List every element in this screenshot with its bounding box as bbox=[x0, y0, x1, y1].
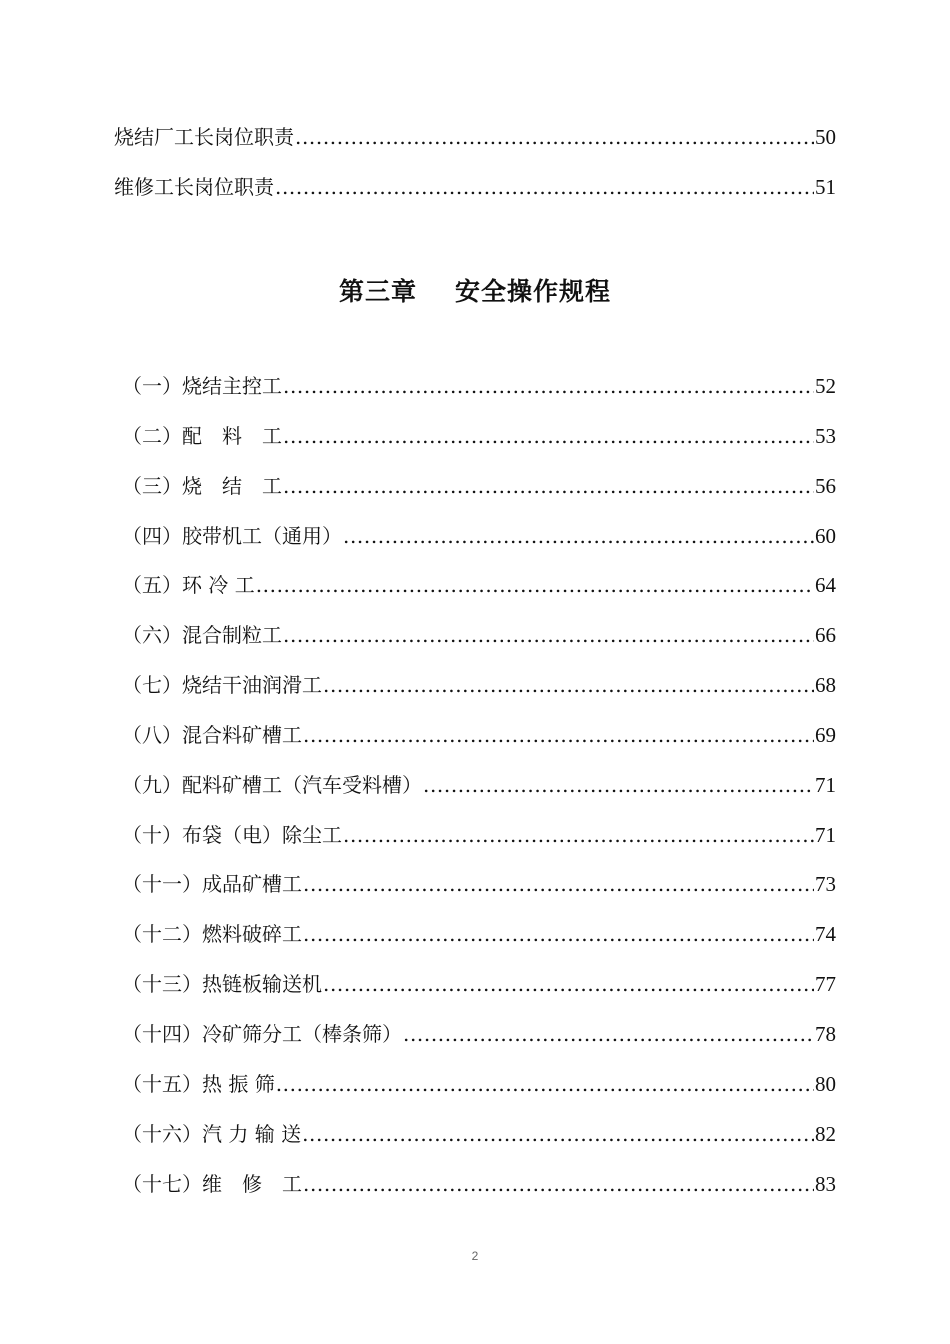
dot-leader bbox=[323, 672, 814, 698]
toc-entry[interactable] bbox=[122, 523, 836, 549]
toc-entry-label: （五）环 冷 工 bbox=[122, 573, 255, 597]
dot-leader bbox=[283, 622, 814, 648]
dot-leader bbox=[302, 1121, 814, 1147]
footer-page-number: 2 bbox=[471, 1249, 479, 1263]
toc-entry-page: 77 bbox=[815, 972, 836, 996]
toc-entry-page: 74 bbox=[815, 922, 836, 946]
dot-leader bbox=[303, 871, 814, 897]
toc-entry-label: 烧结厂工长岗位职责 bbox=[114, 125, 294, 149]
dot-leader bbox=[403, 1021, 814, 1047]
toc-entry[interactable] bbox=[122, 921, 836, 947]
toc-entry-page: 83 bbox=[815, 1172, 836, 1196]
toc-entry-page: 82 bbox=[815, 1122, 836, 1146]
toc-entry[interactable] bbox=[122, 971, 836, 997]
toc-entry-page: 60 bbox=[815, 524, 836, 548]
toc-entry-label: （六）混合制粒工 bbox=[122, 623, 282, 647]
dot-leader bbox=[283, 423, 814, 449]
toc-entry[interactable] bbox=[122, 672, 836, 698]
toc-entry-label: （十）布袋（电）除尘工 bbox=[122, 823, 342, 847]
toc-entry-label: （十四）冷矿筛分工（棒条筛） bbox=[122, 1022, 402, 1046]
toc-entry-label: （十三）热链板输送机 bbox=[122, 972, 322, 996]
toc-entry[interactable] bbox=[122, 572, 836, 598]
toc-entry[interactable] bbox=[122, 722, 836, 748]
toc-entry-page: 52 bbox=[815, 374, 836, 398]
toc-entry-page: 64 bbox=[815, 573, 836, 597]
dot-leader bbox=[343, 523, 814, 549]
toc-entry-page: 78 bbox=[815, 1022, 836, 1046]
toc-entry[interactable] bbox=[122, 1021, 836, 1047]
toc-entry[interactable] bbox=[122, 822, 836, 848]
toc-entry-label: （十一）成品矿槽工 bbox=[122, 872, 302, 896]
toc-entry-maintenance-foreman-duties[interactable] bbox=[114, 174, 836, 200]
dot-leader bbox=[423, 772, 814, 798]
toc-entry-page: 66 bbox=[815, 623, 836, 647]
toc-entry[interactable] bbox=[122, 1171, 836, 1197]
toc-entry-page: 69 bbox=[815, 723, 836, 747]
toc-entry-label: （七）烧结干油润滑工 bbox=[122, 673, 322, 697]
toc-entry[interactable] bbox=[122, 1071, 836, 1097]
dot-leader bbox=[303, 722, 814, 748]
toc-entry-page: 71 bbox=[815, 823, 836, 847]
toc-entry-label: （十二）燃料破碎工 bbox=[122, 922, 302, 946]
toc-entry-page: 53 bbox=[815, 424, 836, 448]
chapter-title: 安全操作规程 bbox=[455, 277, 612, 306]
toc-entry[interactable] bbox=[122, 373, 836, 399]
toc-entry[interactable] bbox=[122, 473, 836, 499]
dot-leader bbox=[276, 1071, 814, 1097]
toc-entry-foreman-duties[interactable] bbox=[114, 124, 836, 150]
toc-entry-label: （三）烧 结 工 bbox=[122, 474, 282, 498]
toc-entry-label: （一）烧结主控工 bbox=[122, 374, 282, 398]
toc-entry-label: 维修工长岗位职责 bbox=[114, 175, 274, 199]
chapter-number: 第三章 bbox=[338, 277, 417, 306]
dot-leader bbox=[295, 124, 814, 150]
toc-entry-label: （十六）汽 力 输 送 bbox=[122, 1122, 302, 1146]
dot-leader bbox=[303, 921, 814, 947]
chapter-heading bbox=[0, 272, 950, 308]
dot-leader bbox=[256, 572, 814, 598]
toc-entry-page: 80 bbox=[815, 1072, 836, 1096]
toc-entry-page: 56 bbox=[815, 474, 836, 498]
dot-leader bbox=[275, 174, 814, 200]
toc-entry-label: （十五）热 振 筛 bbox=[122, 1072, 275, 1096]
toc-entry[interactable] bbox=[122, 622, 836, 648]
toc-entry-page: 73 bbox=[815, 872, 836, 896]
toc-entry[interactable] bbox=[122, 1121, 836, 1147]
toc-entry-page: 51 bbox=[815, 175, 836, 199]
toc-entry-page: 71 bbox=[815, 773, 836, 797]
toc-entry-label: （九）配料矿槽工（汽车受料槽） bbox=[122, 773, 422, 797]
dot-leader bbox=[343, 822, 814, 848]
toc-entry-label: （四）胶带机工（通用） bbox=[122, 524, 342, 548]
toc-entry-page: 50 bbox=[815, 125, 836, 149]
dot-leader bbox=[323, 971, 814, 997]
dot-leader bbox=[303, 1171, 814, 1197]
toc-entry[interactable] bbox=[122, 871, 836, 897]
dot-leader bbox=[283, 473, 814, 499]
toc-entry-page: 68 bbox=[815, 673, 836, 697]
toc-entry[interactable] bbox=[122, 423, 836, 449]
dot-leader bbox=[283, 373, 814, 399]
toc-entry-label: （二）配 料 工 bbox=[122, 424, 282, 448]
toc-entry-label: （十七）维 修 工 bbox=[122, 1172, 302, 1196]
toc-entry[interactable] bbox=[122, 772, 836, 798]
toc-entry-label: （八）混合料矿槽工 bbox=[122, 723, 302, 747]
